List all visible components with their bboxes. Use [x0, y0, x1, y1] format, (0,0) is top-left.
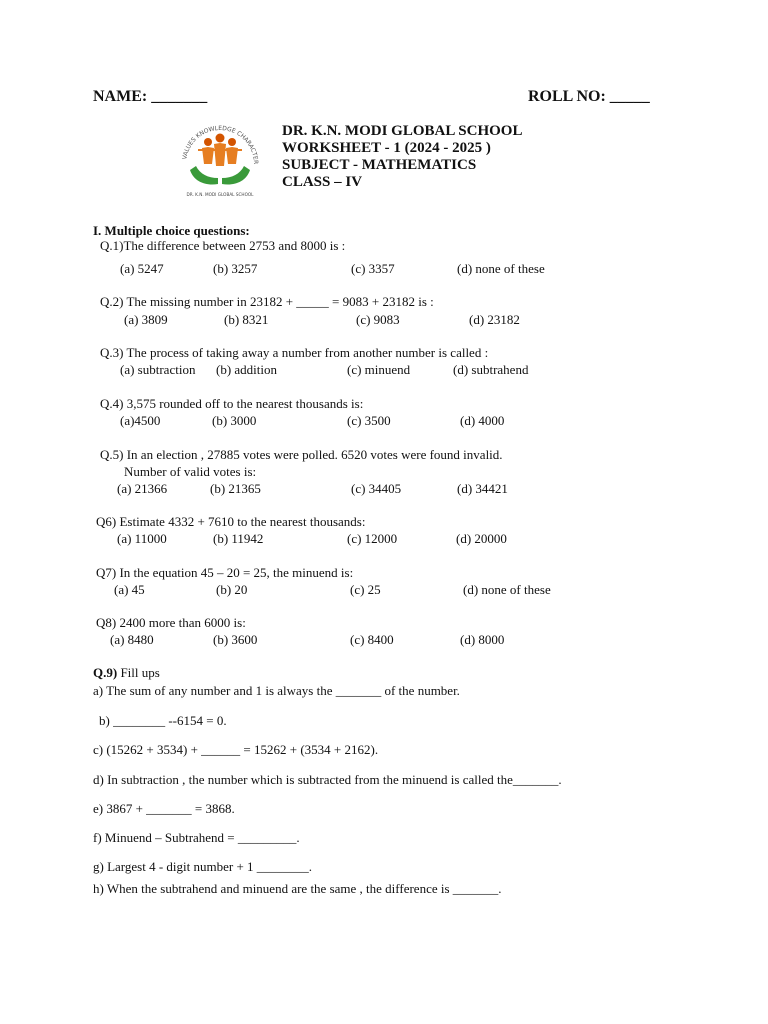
option-d: (d) none of these	[463, 582, 551, 597]
class-title: CLASS – IV	[282, 174, 363, 190]
option-c: (c) 3500	[347, 413, 391, 428]
option-a: (a)4500	[120, 413, 161, 428]
subject-title: SUBJECT - MATHEMATICS	[282, 157, 477, 173]
section-title: I. Multiple choice questions:	[93, 223, 250, 238]
worksheet-title: WORKSHEET - 1 (2024 - 2025 )	[282, 140, 491, 156]
option-b: (b) 20	[216, 582, 248, 597]
option-b: (b) 21365	[210, 481, 261, 496]
logo-caption: DR. K.N. MODI GLOBAL SCHOOL	[186, 192, 254, 197]
option-b: (b) 3600	[213, 632, 258, 647]
fill-up-item: c) (15262 + 3534) + ______ = 15262 + (3534 + 2162).	[93, 742, 379, 757]
question-text: Q.3) The process of taking away a number from another number is called :	[100, 345, 489, 360]
option-c: (c) 34405	[351, 481, 402, 496]
option-a: (a) 3809	[124, 312, 168, 327]
option-a: (a) subtraction	[120, 362, 196, 377]
svg-text:VALUES KNOWLEDGE CHARACTER: VALUES KNOWLEDGE CHARACTER	[181, 124, 260, 165]
school-name: DR. K.N. MODI GLOBAL SCHOOL	[282, 123, 523, 139]
question-subtext: Number of valid votes is:	[124, 464, 257, 479]
option-c: (c) 9083	[356, 312, 400, 327]
option-b: (b) 8321	[224, 312, 269, 327]
option-a: (a) 11000	[117, 531, 167, 546]
option-d: (d) 4000	[460, 413, 505, 428]
option-b: (b) 3257	[213, 261, 258, 276]
option-d: (d) none of these	[457, 261, 545, 276]
name-field-label: NAME: _______	[93, 88, 208, 105]
option-d: (d) 8000	[460, 632, 505, 647]
fill-up-item: a) The sum of any number and 1 is always the _______ of the number.	[93, 683, 460, 698]
fill-ups-label: Q.9)	[93, 665, 118, 680]
question-text: Q.4) 3,575 rounded off to the nearest thousands is:	[100, 396, 364, 411]
option-c: (c) 3357	[351, 261, 395, 276]
question-text: Q.5) In an election , 27885 votes were polled. 6520 votes were found invalid.	[100, 447, 503, 462]
option-c: (c) 8400	[350, 632, 394, 647]
option-d: (d) 34421	[457, 481, 508, 496]
roll-number-label: ROLL NO: _____	[528, 88, 650, 105]
option-a: (a) 5247	[120, 261, 164, 276]
option-a: (a) 45	[114, 582, 145, 597]
question-text: Q7) In the equation 45 – 20 = 25, the minuend is:	[96, 565, 354, 580]
option-d: (d) 20000	[456, 531, 507, 546]
option-c: (c) minuend	[347, 362, 411, 377]
question-text: Q.1)The difference between 2753 and 8000 is :	[100, 238, 346, 253]
option-d: (d) subtrahend	[453, 362, 529, 377]
fill-ups-title: Fill ups	[117, 665, 160, 680]
option-b: (b) addition	[216, 362, 278, 377]
fill-up-item: f) Minuend – Subtrahend = _________.	[93, 830, 300, 845]
fill-ups-heading	[93, 665, 160, 681]
option-d: (d) 23182	[469, 312, 520, 327]
fill-up-item: g) Largest 4 - digit number + 1 ________.	[93, 859, 313, 874]
question-text: Q.2) The missing number in 23182 + _____ = 9083 + 23182 is :	[100, 294, 434, 309]
option-c: (c) 25	[350, 582, 381, 597]
option-a: (a) 21366	[117, 481, 168, 496]
option-c: (c) 12000	[347, 531, 398, 546]
question-text: Q6) Estimate 4332 + 7610 to the nearest thousands:	[96, 514, 366, 529]
option-b: (b) 11942	[213, 531, 264, 546]
fill-up-item: d) In subtraction , the number which is subtracted from the minuend is called the_______.	[93, 772, 562, 787]
option-b: (b) 3000	[212, 413, 257, 428]
fill-up-item: e) 3867 + _______ = 3868.	[93, 801, 235, 816]
fill-up-item: b) ________ --6154 = 0.	[99, 713, 227, 728]
question-text: Q8) 2400 more than 6000 is:	[96, 615, 246, 630]
option-a: (a) 8480	[110, 632, 154, 647]
school-logo	[172, 112, 268, 198]
fill-up-item: h) When the subtrahend and minuend are the same , the difference is _______.	[93, 881, 502, 896]
